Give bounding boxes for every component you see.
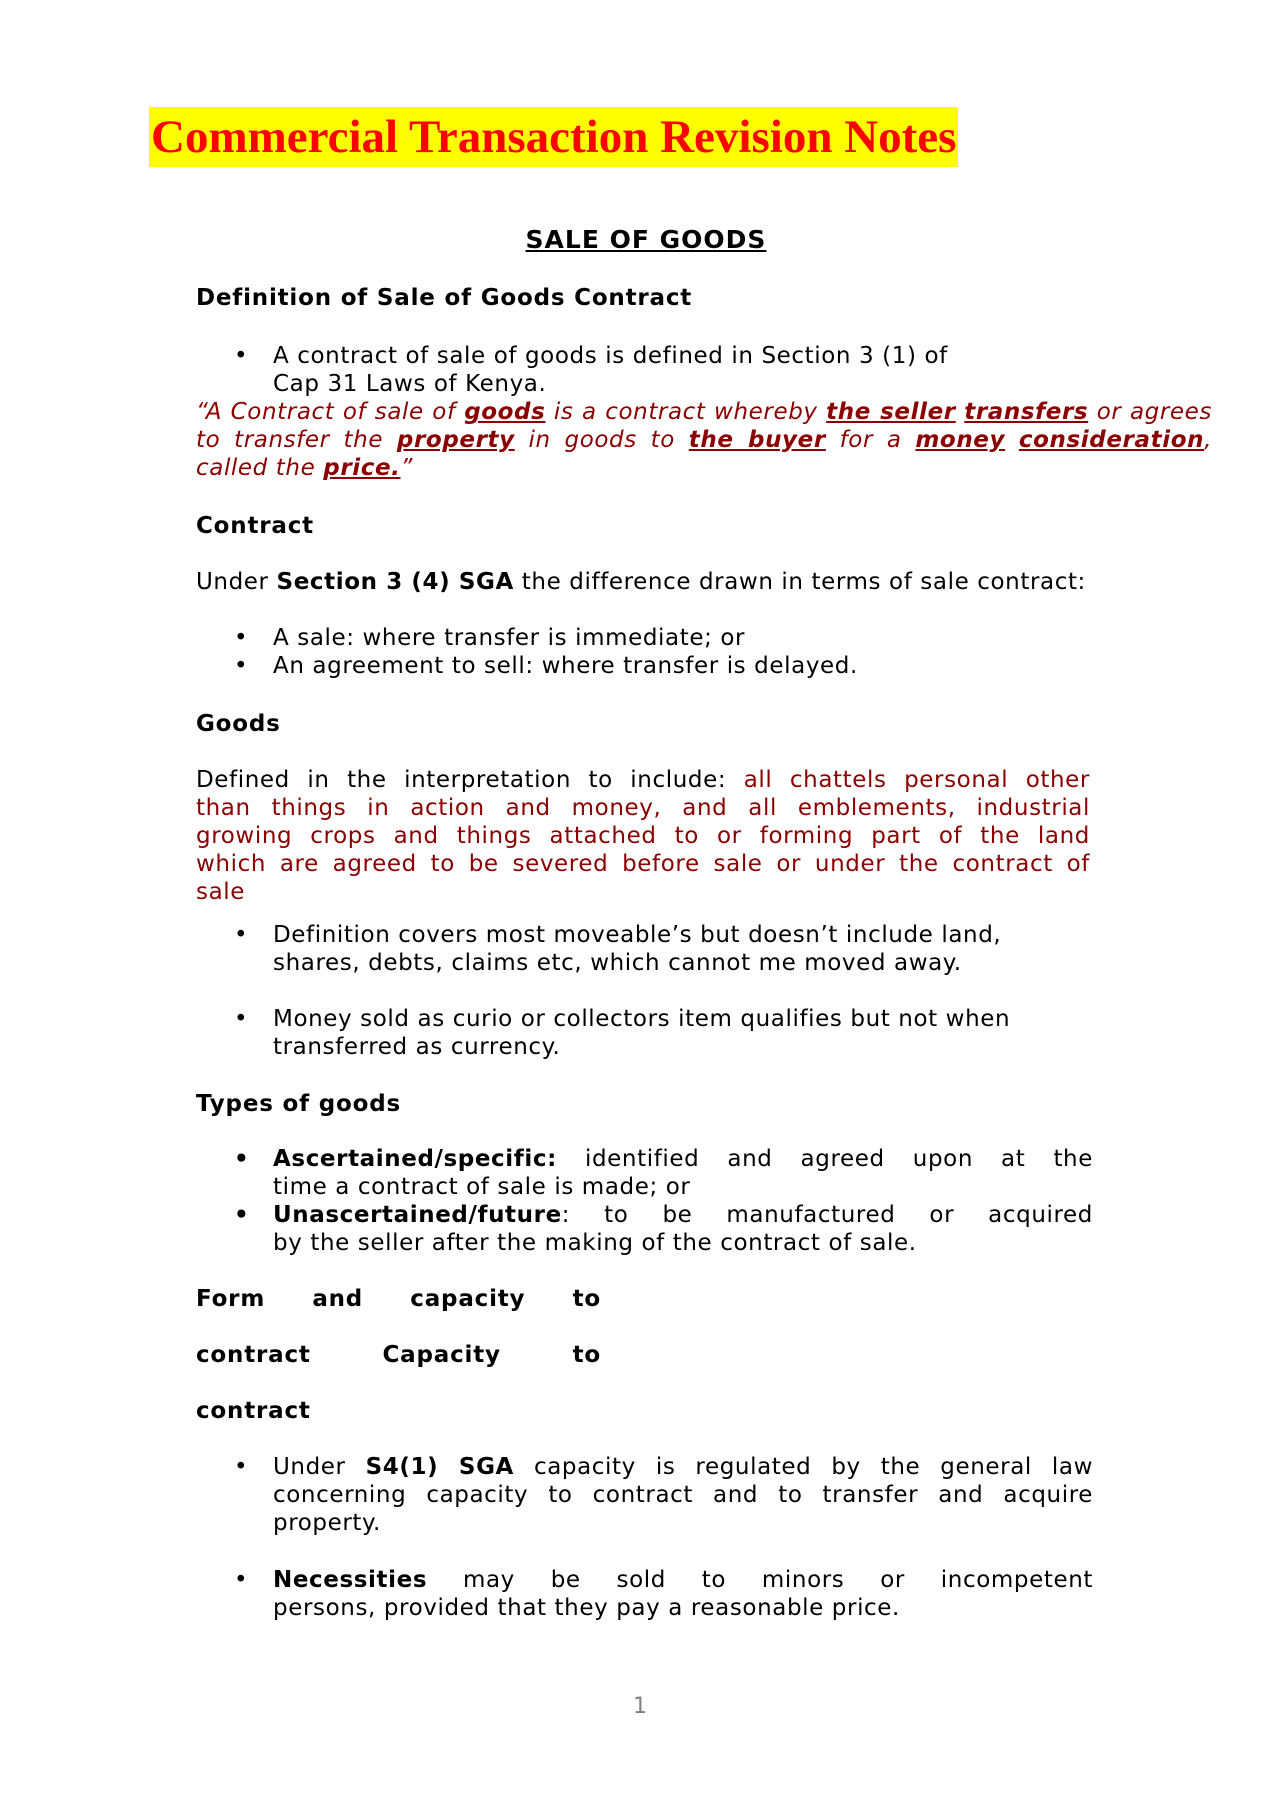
bullet-icon: •: [234, 343, 249, 369]
goods-definition-line: [196, 766, 1090, 794]
quote-text: [956, 399, 965, 425]
types-item-line: time a contract of sale is made; or: [273, 1174, 691, 1200]
goods-bullet-line: Money sold as curio or collectors item qualifies but not when: [273, 1006, 1011, 1032]
quote-term-seller: the seller: [826, 399, 956, 425]
types-item-text: identified and agreed upon at the: [556, 1146, 1093, 1172]
goods-bullet-line: transferred as currency.: [273, 1034, 561, 1060]
goods-definition-line: [196, 794, 1090, 822]
bullet-icon: •: [234, 1202, 250, 1228]
capacity-heading-word: to: [572, 1286, 601, 1312]
bullet-icon: •: [234, 1454, 249, 1480]
quote-text: is a contract whereby: [545, 399, 827, 425]
quote-term-money: money: [915, 427, 1006, 453]
capacity-item-text: Under: [273, 1454, 366, 1480]
capacity-heading-word: contract: [196, 1342, 311, 1368]
quote-term-goods: goods: [464, 399, 546, 425]
types-item-line: [273, 1145, 1093, 1173]
types-item-line: by the seller after the making of the contract of sale.: [273, 1230, 917, 1256]
bullet-icon: •: [234, 1146, 250, 1172]
types-item-text: : to be manufactured or acquired: [561, 1202, 1093, 1228]
page-number: 1: [633, 1694, 647, 1719]
definition-bullet-line: A contract of sale of goods is defined in Section 3 (1) of: [273, 343, 948, 369]
goods-definition-line: [196, 822, 1090, 850]
quote-text: ”: [400, 455, 414, 481]
capacity-item-line: [273, 1453, 1093, 1481]
contract-heading: Contract: [196, 513, 314, 539]
quote-text: or agrees to transfer the: [196, 399, 1212, 453]
contract-bullet: An agreement to sell: where transfer is delayed.: [273, 653, 858, 679]
quote-term-consideration: consideration: [1018, 427, 1205, 453]
contract-intro-section: Section 3 (4) SGA: [276, 569, 514, 595]
capacity-heading-word: and: [312, 1286, 364, 1312]
types-heading: Types of goods: [196, 1091, 401, 1117]
contract-intro-text: the difference drawn in terms of sale contract:: [513, 569, 1086, 595]
capacity-heading-line: [196, 1285, 601, 1313]
quote-term-price: price.: [323, 455, 401, 481]
goods-definition-highlight: which are agreed to be severed before sale or under the contract of: [196, 851, 1090, 877]
goods-bullet-line: shares, debts, claims etc, which cannot me moved away.: [273, 950, 962, 976]
document-title: Commercial Transaction Revision Notes: [149, 107, 958, 167]
quote-text: for a: [825, 427, 916, 453]
capacity-heading-line: [196, 1341, 601, 1369]
capacity-heading-word: Capacity: [382, 1342, 501, 1368]
goods-definition: [196, 766, 1090, 906]
bullet-icon: •: [234, 922, 249, 948]
bullet-icon: •: [234, 653, 249, 679]
quote-text: in goods to: [514, 427, 689, 453]
contract-intro-text: Under: [196, 569, 277, 595]
goods-definition-highlight: growing crops and things attached to or forming part of the land: [196, 823, 1090, 849]
quote-term-buyer: the buyer: [688, 427, 826, 453]
quote-text: , called the: [196, 427, 1212, 481]
goods-definition-line: [196, 850, 1090, 878]
capacity-item-text: may be sold to minors or incompetent: [427, 1567, 1093, 1593]
quote-term-transfers: transfers: [964, 399, 1089, 425]
types-item-term: Ascertained/specific:: [273, 1146, 557, 1172]
goods-definition-text: Defined in the interpretation to include:: [196, 767, 744, 793]
quote-text: [1005, 427, 1019, 453]
goods-heading: Goods: [196, 711, 281, 737]
types-item-line: [273, 1201, 1093, 1229]
bullet-icon: •: [234, 1006, 249, 1032]
definition-bullet-line: Cap 31 Laws of Kenya.: [273, 371, 547, 397]
bullet-icon: •: [234, 625, 249, 651]
capacity-item-section: S4(1) SGA: [365, 1454, 514, 1480]
types-item-term: Unascertained/future: [273, 1202, 562, 1228]
definition-quote: [196, 398, 1212, 482]
capacity-item-line: concerning capacity to contract and to transfer and acquire: [273, 1482, 1093, 1508]
contract-intro: [196, 568, 1086, 596]
contract-bullet: A sale: where transfer is immediate; or: [273, 625, 746, 651]
definition-heading: Definition of Sale of Goods Contract: [196, 285, 693, 311]
goods-definition-highlight: than things in action and money, and all emblements, industrial: [196, 795, 1090, 821]
capacity-item-term: Necessities: [273, 1567, 428, 1593]
bullet-icon: •: [234, 1567, 249, 1593]
goods-bullet-line: Definition covers most moveable’s but doesn’t include land,: [273, 922, 1002, 948]
goods-definition-highlight: all chattels personal other: [743, 767, 1090, 793]
quote-term-property: property: [396, 427, 515, 453]
capacity-item-text: capacity is regulated by the general law: [513, 1454, 1094, 1480]
capacity-heading-line: contract: [196, 1398, 311, 1424]
quote-text: “A Contract of sale of: [196, 399, 465, 425]
goods-definition-highlight: sale: [196, 879, 246, 905]
capacity-heading-word: capacity: [410, 1286, 526, 1312]
goods-definition-line: [196, 878, 1090, 906]
capacity-item-line: persons, provided that they pay a reasonable price.: [273, 1595, 900, 1621]
capacity-item-line: [273, 1566, 1093, 1594]
section-title: SALE OF GOODS: [525, 225, 767, 254]
capacity-heading-word: Form: [196, 1286, 266, 1312]
capacity-heading-word: to: [572, 1342, 601, 1368]
capacity-item-line: property.: [273, 1510, 381, 1536]
